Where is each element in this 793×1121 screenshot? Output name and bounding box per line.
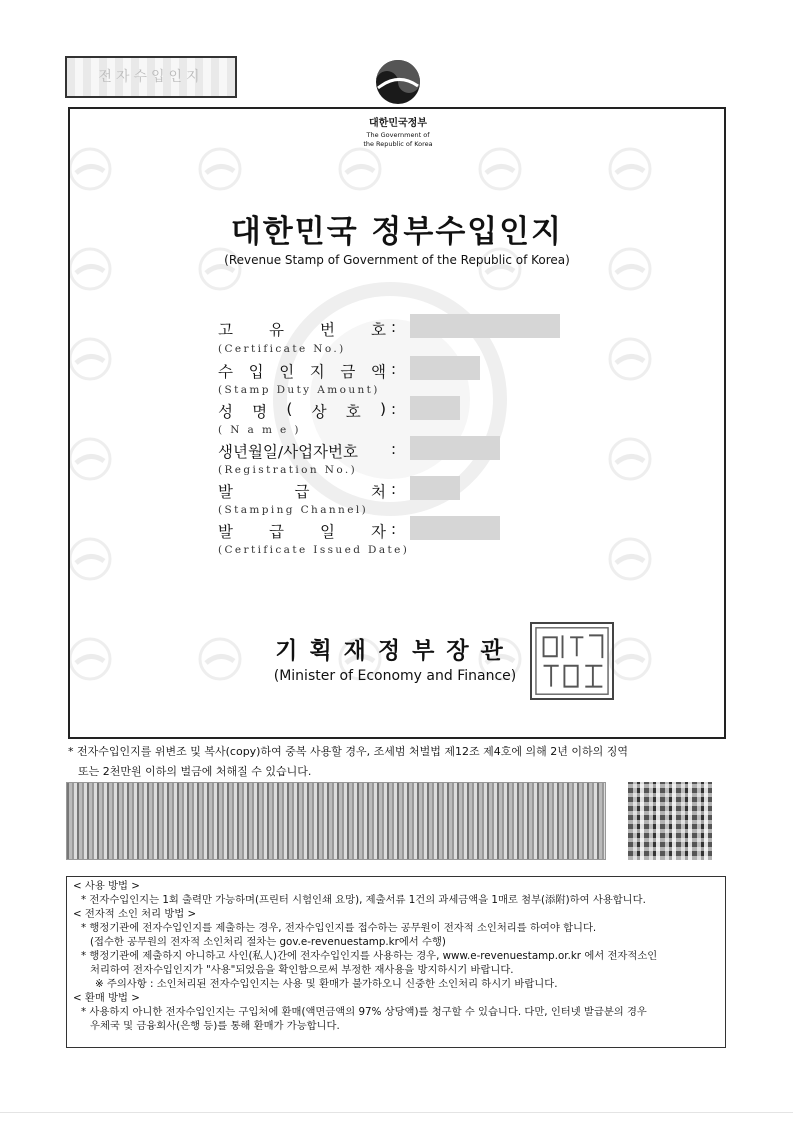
field-label-registration-no: 생년월일/사업자번호 (218, 443, 358, 461)
cancel-item-2: * 행정기관에 제출하지 아니하고 사인(私人)간에 전자수입인지를 사용하는 경우, www.e-revenuestamp.or.kr 에서 전자적소인 (81, 950, 658, 962)
cancel-item-2-continued: 처리하여 전자수입인지가 "사용"되었음을 확인함으로써 부정한 재사용을 방지하시기 바랍니다. (90, 964, 514, 976)
page-bottom-edge (0, 1112, 793, 1113)
refund-item-continued: 우체국 및 금융회사(은행 등)를 통해 환매가 가능합니다. (90, 1020, 340, 1032)
cancel-item-1-continued: (접수한 공무원의 전자적 소인처리 절차는 gov.e-revenuestamp.kr에서 수행) (90, 936, 446, 948)
usage-item: * 전자수입인지는 1회 출력만 가능하며(프린터 시험인쇄 요망), 제출서류 1건의 과세금액을 1매로 첨부(添附)하여 사용합니다. (81, 894, 646, 906)
cancel-item-1: * 행정기관에 전자수입인지를 제출하는 경우, 전자수입인지를 접수하는 공무원이 전자적 소인처리를 하여야 합니다. (81, 922, 597, 934)
field-label-stamping-channel: 발 급 처 (218, 483, 386, 501)
field-label-name: 성 명 ( 상 호 ) (218, 400, 386, 421)
official-seal-stamp (530, 622, 614, 700)
field-sublabel-certificate-no: (Certificate No.) (218, 343, 346, 355)
field-label-stamp-amount: 수 입 인 지 금 액 (218, 363, 386, 381)
cancel-note: ※ 주의사항 : 소인처리된 전자수입인지는 사용 및 환매가 불가하오니 신중한 소인처리 하시기 바랍니다. (95, 978, 558, 990)
e-stamp-header-label: 전자수입인지 (65, 56, 237, 98)
field-label-issued-date: 발 급 일 자 (218, 523, 386, 541)
field-colon: : (391, 440, 397, 458)
redacted-qr-code (628, 782, 712, 860)
field-sublabel-registration-no: (Registration No.) (218, 464, 358, 476)
document-subtitle: (Revenue Stamp of Government of the Republic of Korea) (224, 253, 570, 267)
field-colon: : (391, 480, 397, 498)
field-colon: : (391, 400, 397, 418)
field-label-certificate-no: 고 유 번 호 (218, 321, 386, 339)
legal-warning-line-2: 또는 2천만원 이하의 벌금에 처해질 수 있습니다. (78, 765, 312, 778)
redacted-stamp-amount (410, 356, 480, 380)
field-colon: : (391, 318, 397, 336)
usage-header: < 사용 방법 > (73, 880, 140, 892)
redacted-name (410, 396, 460, 420)
redacted-barcode (66, 782, 606, 860)
government-logo-korean: 대한민국정부 (369, 118, 427, 129)
cancel-header: < 전자적 소인 처리 방법 > (73, 908, 197, 920)
usage-guide-box (66, 876, 726, 1048)
legal-warning-line-1: * 전자수입인지를 위변조 및 복사(copy)하여 중복 사용할 경우, 조세범 처벌법 제12조 제4호에 의해 2년 이하의 징역 (68, 745, 628, 758)
refund-item: * 사용하지 아니한 전자수입인지는 구입처에 환매(액면금액의 97% 상당액)를 청구할 수 있습니다. 다만, 인터넷 발급분의 경우 (81, 1006, 647, 1018)
refund-header: < 환매 방법 > (73, 992, 140, 1004)
redacted-stamping-channel (410, 476, 460, 500)
field-sublabel-name: ( N a m e ) (218, 424, 301, 436)
redacted-registration-no (410, 436, 500, 460)
issuer-minister-title: 기획재정부장관 (275, 638, 515, 664)
issuer-minister-english: (Minister of Economy and Finance) (273, 668, 517, 684)
government-logo-english: The Government of the Republic of Korea (363, 131, 433, 148)
government-emblem-icon (374, 58, 422, 106)
legal-warning (68, 742, 728, 782)
document-title: 대한민국 정부수입인지 (230, 214, 564, 250)
field-sublabel-issued-date: (Certificate Issued Date) (218, 544, 410, 556)
field-sublabel-stamping-channel: (Stamping Channel) (218, 504, 369, 516)
field-sublabel-stamp-amount: (Stamp Duty Amount) (218, 384, 380, 396)
field-colon: : (391, 520, 397, 538)
redacted-certificate-no (410, 314, 560, 338)
redacted-issued-date (410, 516, 500, 540)
field-colon: : (391, 360, 397, 378)
